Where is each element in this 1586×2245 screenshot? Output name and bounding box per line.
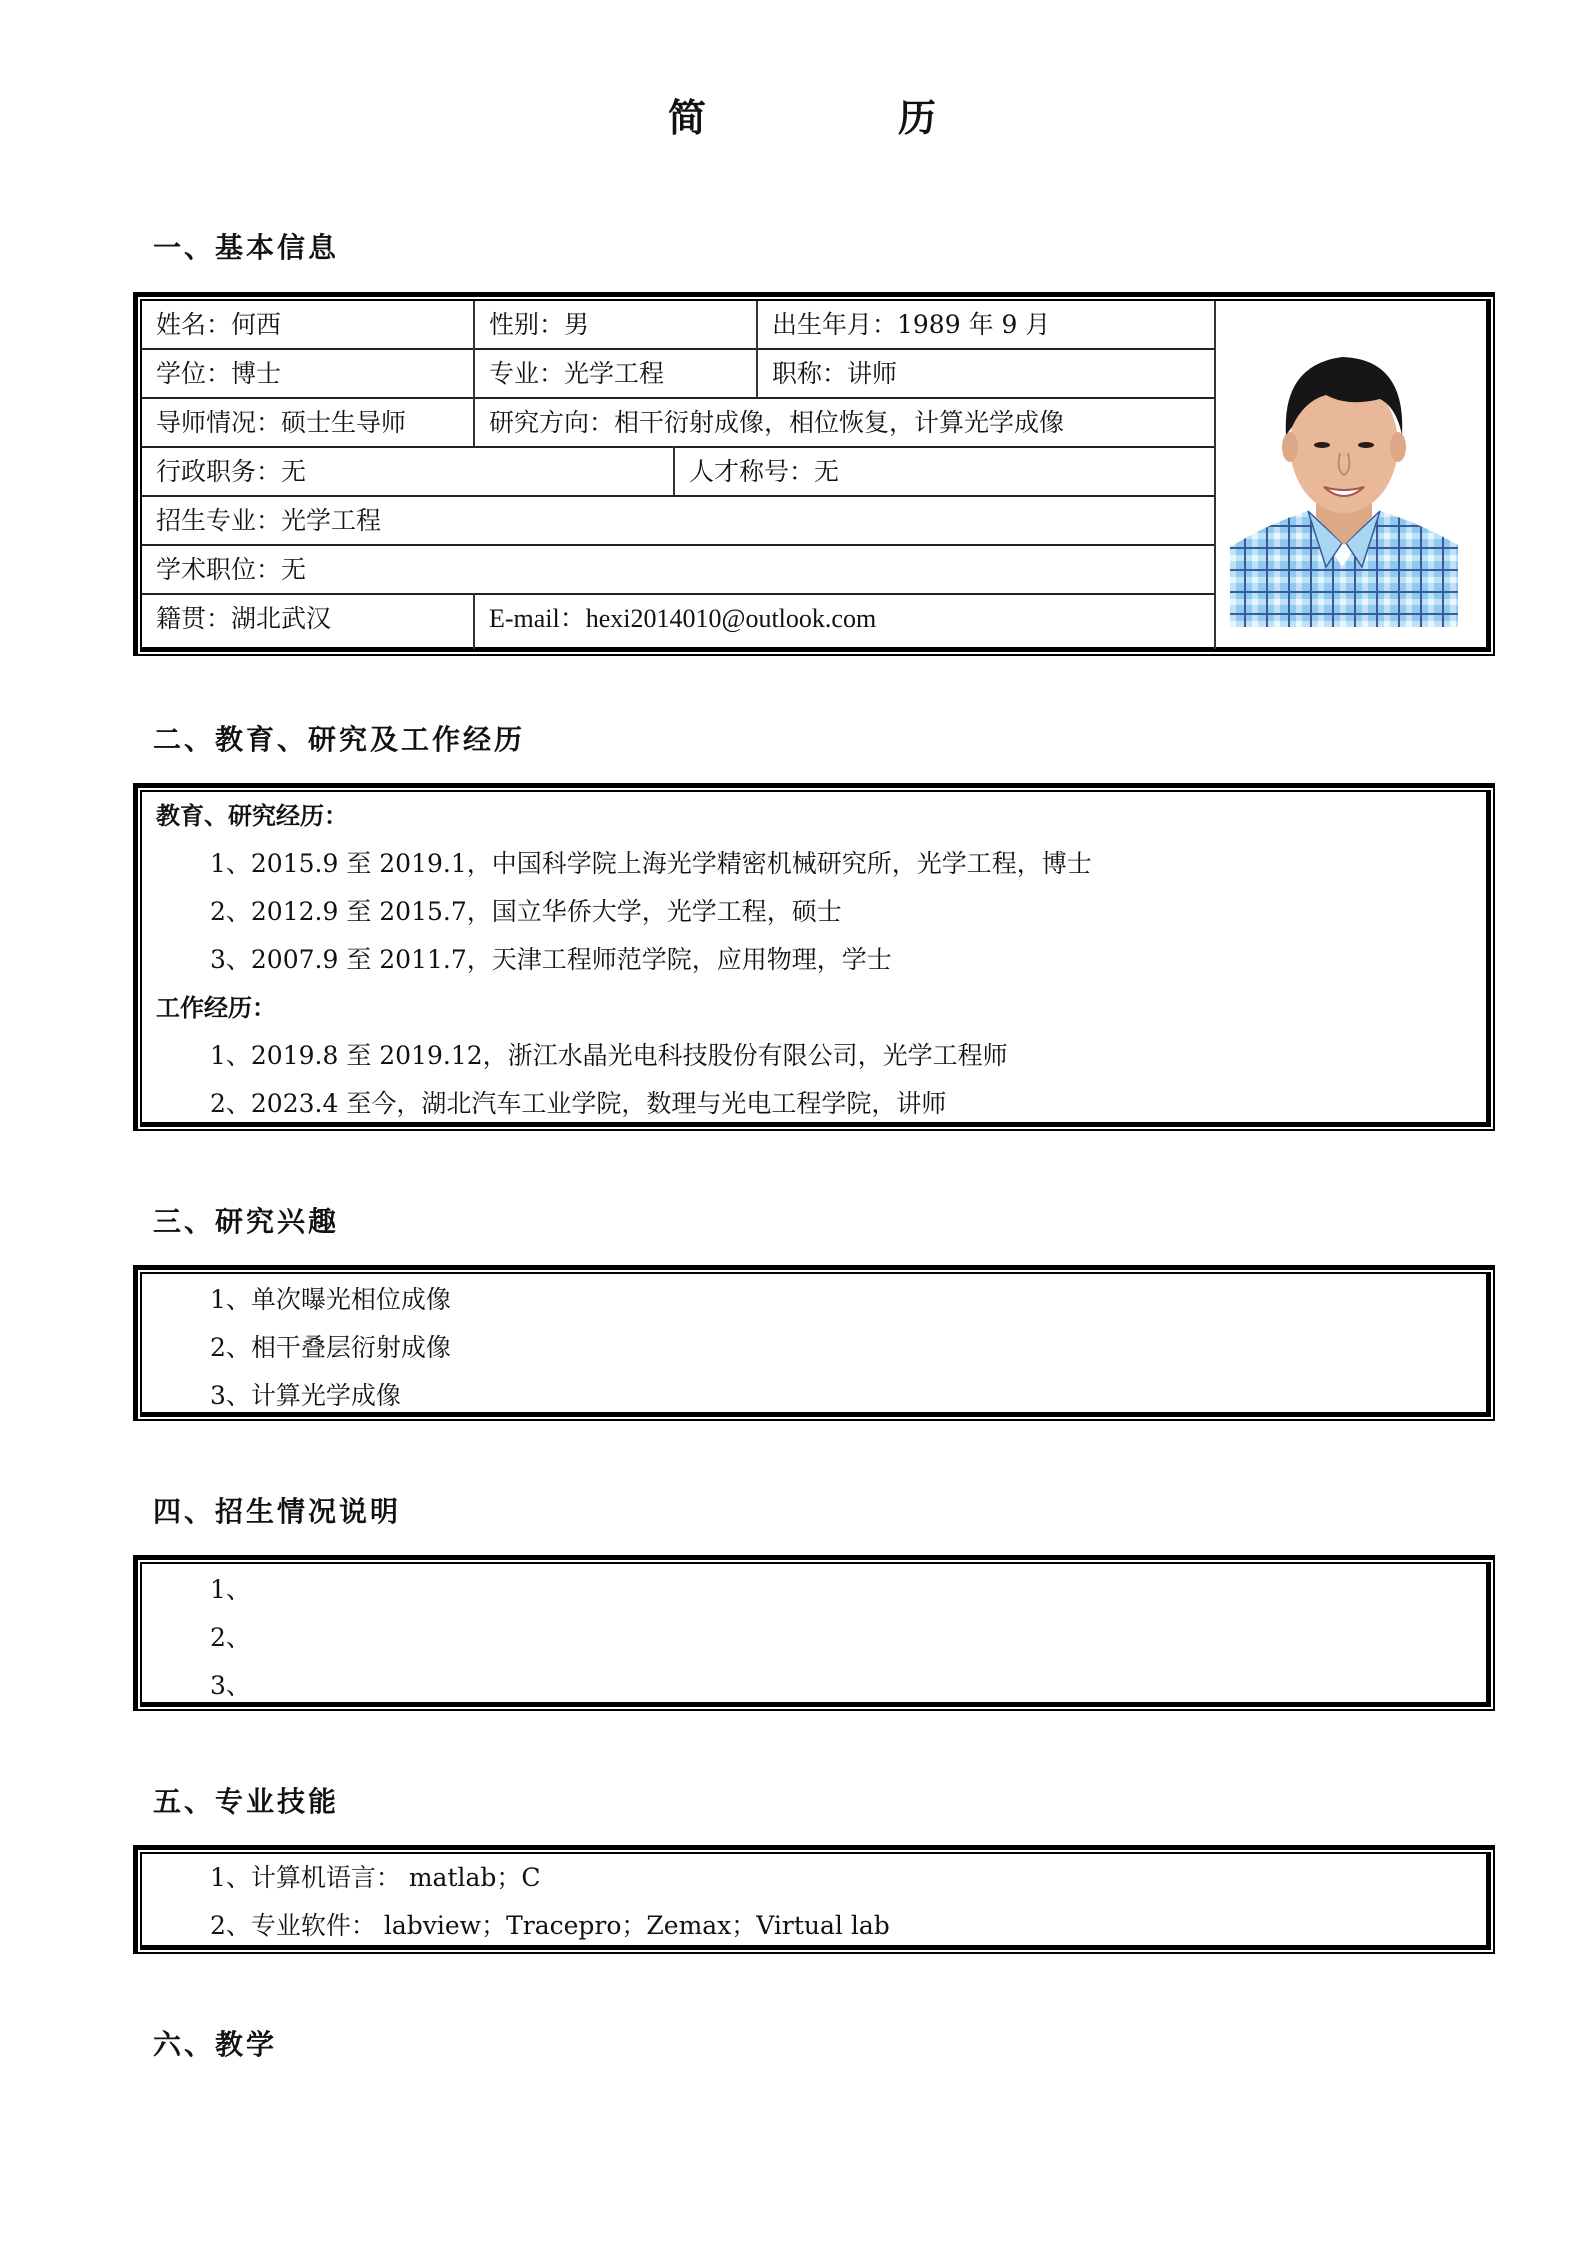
talent-title-field: 人才称号：无 [689, 457, 840, 486]
section-heading-interests: 三、研究兴趣 [153, 1205, 340, 1238]
gender-field: 性别：男 [489, 310, 590, 339]
section-heading-basic-info: 一、基本信息 [153, 231, 340, 264]
education-item: 3、2007.9 至 2011.7，天津工程师范学院，应用物理，学士 [210, 945, 892, 974]
name-field: 姓名：何西 [156, 310, 282, 339]
work-item: 2、2023.4 至今，湖北汽车工业学院，数理与光电工程学院，讲师 [210, 1089, 947, 1118]
section-heading-experience: 二、教育、研究及工作经历 [153, 723, 526, 756]
enrollment-box [133, 1555, 1495, 1711]
interests-box [133, 1265, 1495, 1421]
section-heading-teaching: 六、教学 [153, 2028, 278, 2061]
interest-item: 1、单次曝光相位成像 [210, 1285, 451, 1314]
skill-item: 1、计算机语言： matlab；C [210, 1863, 541, 1892]
education-label: 教育、研究经历： [156, 801, 348, 830]
major-field: 专业：光学工程 [489, 359, 665, 388]
email-field: E-mail：hexi2014010@outlook.com [489, 604, 877, 633]
section-heading-enrollment: 四、招生情况说明 [153, 1495, 402, 1528]
education-item: 1、2015.9 至 2019.1，中国科学院上海光学精密机械研究所，光学工程，博士 [210, 849, 1092, 878]
interest-item: 2、相干叠层衍射成像 [210, 1333, 451, 1362]
skills-box [133, 1845, 1495, 1954]
page-title [0, 88, 1586, 148]
enrollment-item: 1、 [210, 1575, 251, 1604]
experience-box [133, 783, 1495, 1131]
academic-post-field: 学术职位：无 [156, 555, 307, 584]
education-item: 2、2012.9 至 2015.7，国立华侨大学，光学工程，硕士 [210, 897, 842, 926]
skill-item: 2、专业软件： labview；Tracepro；Zemax；Virtual lab [210, 1911, 890, 1940]
work-label: 工作经历： [156, 993, 276, 1022]
interest-item: 3、计算光学成像 [210, 1381, 401, 1410]
degree-field: 学位：博士 [156, 359, 282, 388]
birth-field: 出生年月：1989 年 9 月 [772, 310, 1051, 339]
section-heading-skills: 五、专业技能 [153, 1785, 340, 1818]
title-field: 职称：讲师 [772, 359, 898, 388]
research-direction-field: 研究方向：相干衍射成像，相位恢复，计算光学成像 [489, 408, 1065, 437]
hometown-field: 籍贯：湖北武汉 [156, 604, 332, 633]
admin-post-field: 行政职务：无 [156, 457, 307, 486]
work-item: 1、2019.8 至 2019.12，浙江水晶光电科技股份有限公司，光学工程师 [210, 1041, 1008, 1070]
title-char-2: 历 [898, 95, 937, 140]
enrollment-major-field: 招生专业：光学工程 [156, 506, 382, 535]
supervisor-field: 导师情况：硕士生导师 [156, 408, 407, 437]
profile-photo [1230, 335, 1458, 627]
title-char-1: 简 [668, 95, 707, 140]
basic-info-table [133, 292, 1495, 656]
enrollment-item: 3、 [210, 1671, 251, 1700]
enrollment-item: 2、 [210, 1623, 251, 1652]
